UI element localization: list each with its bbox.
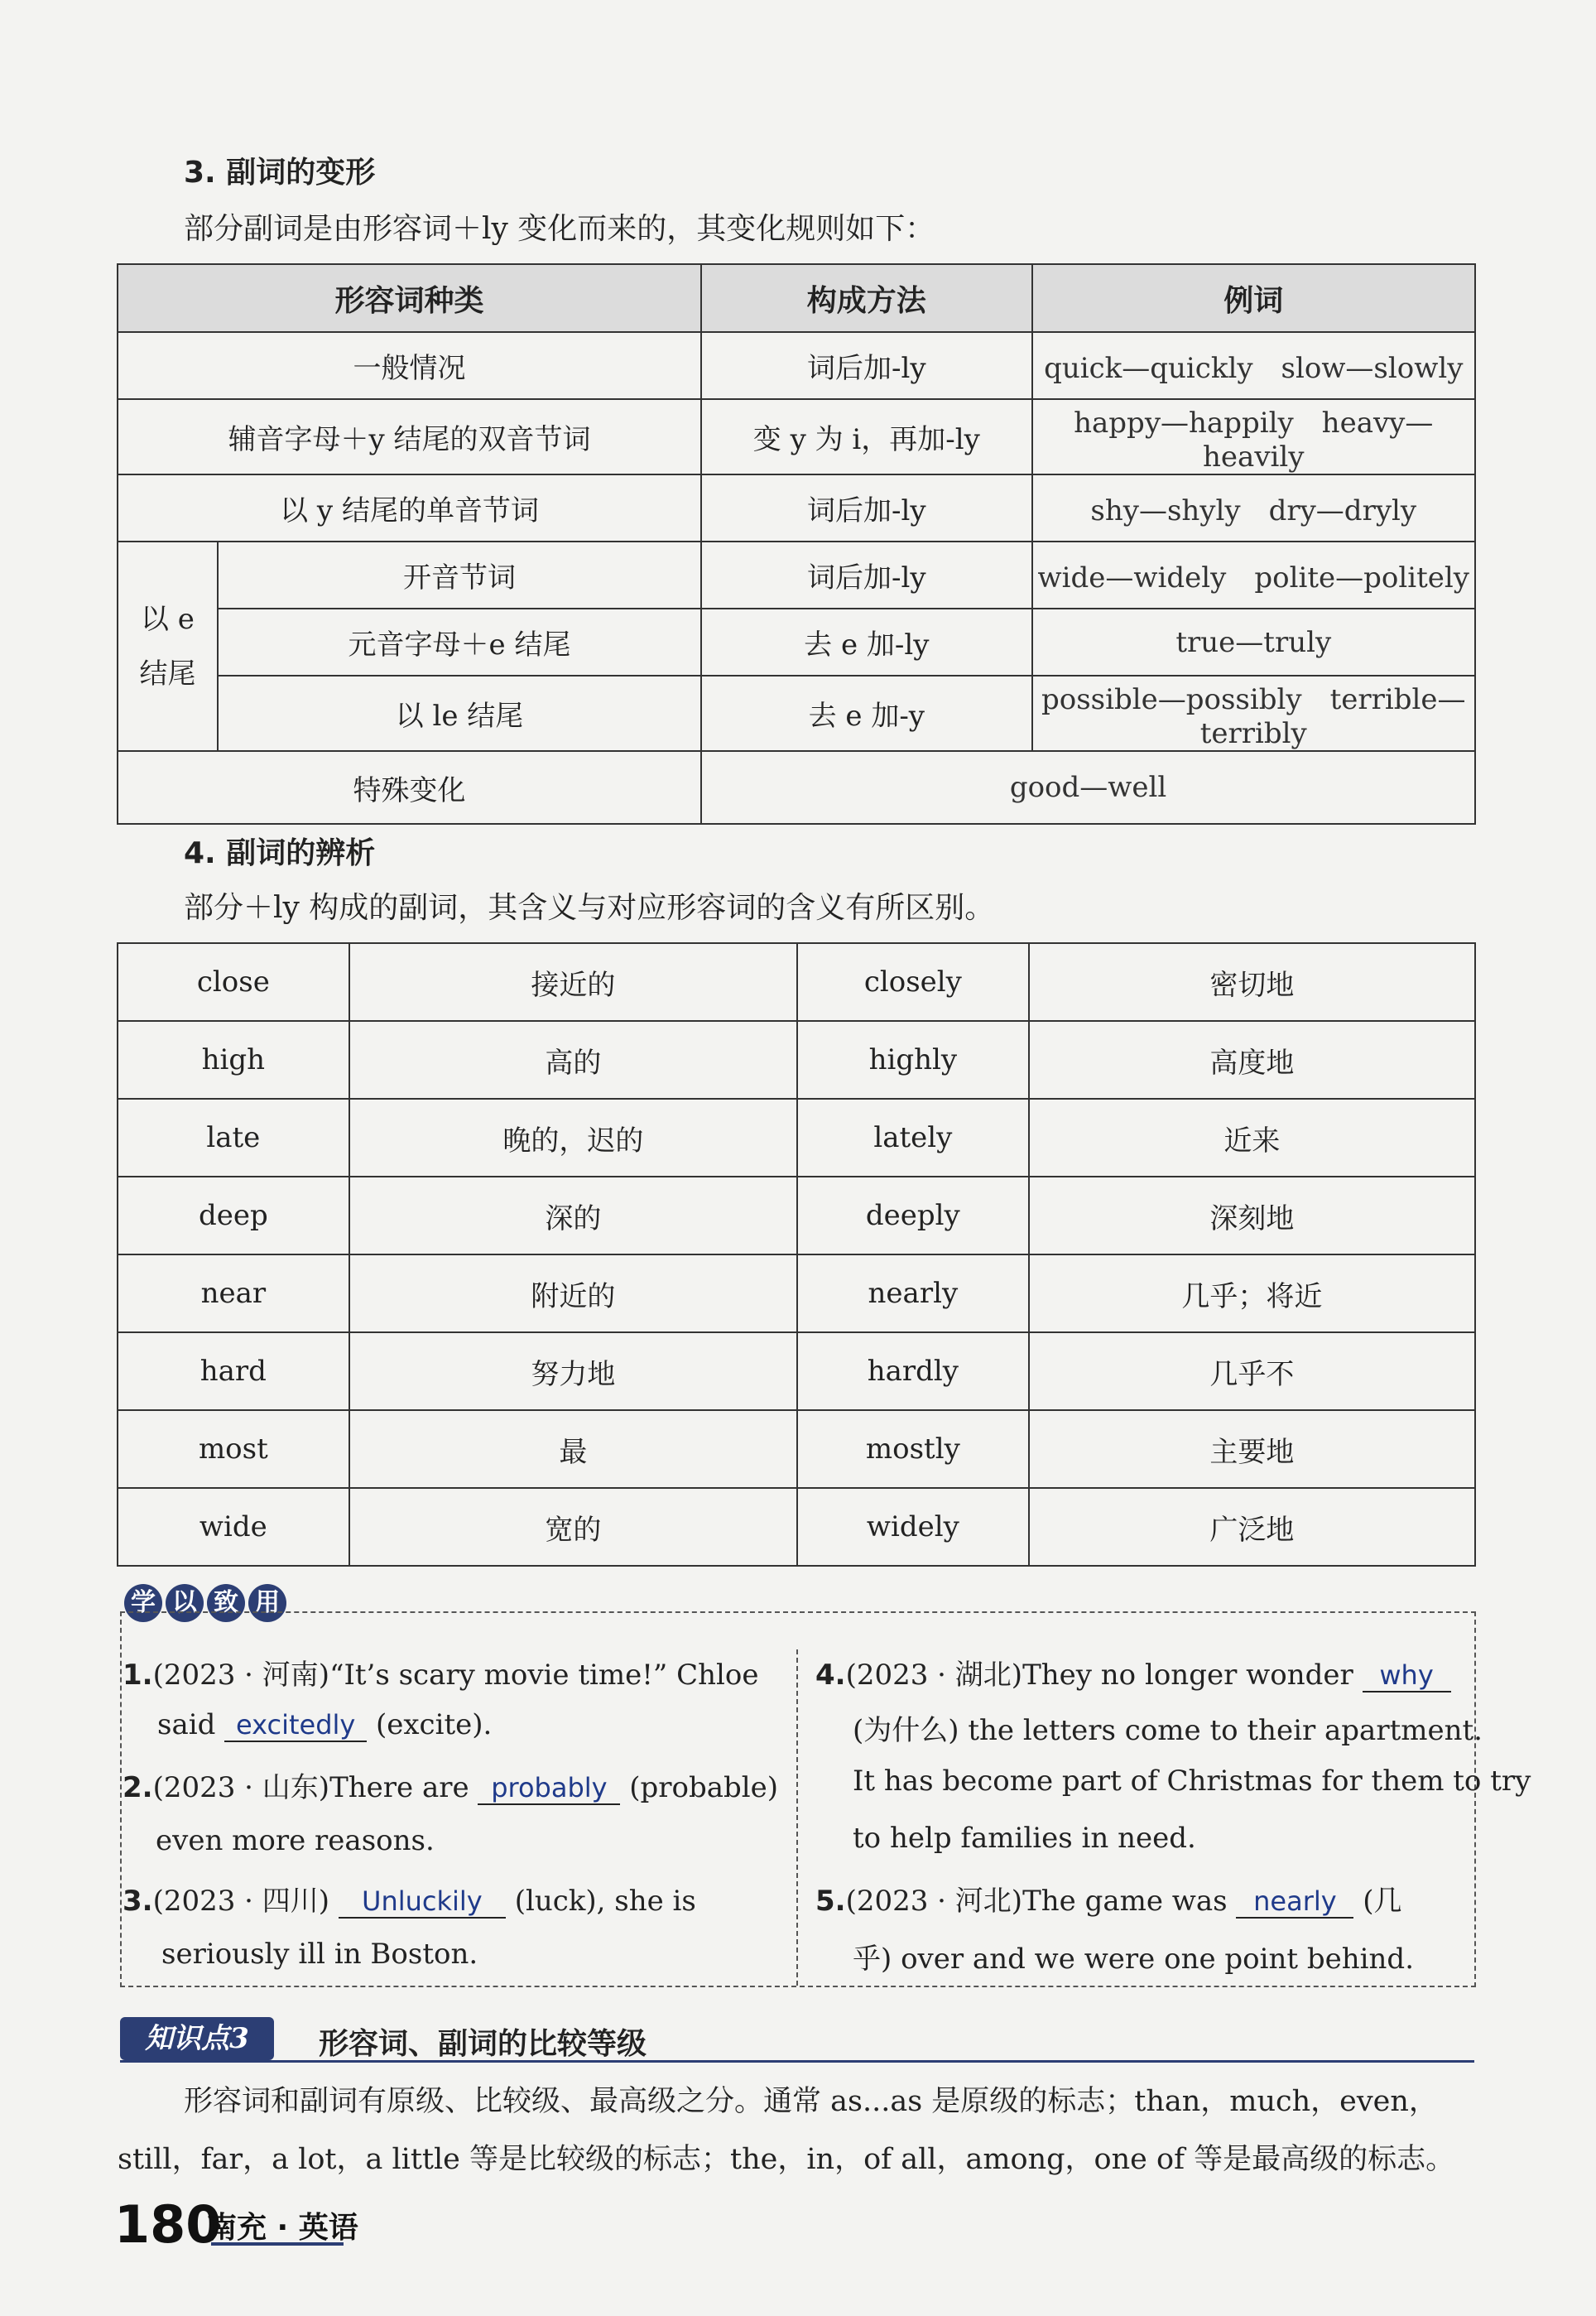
- adv-cn-cell: 深刻地: [1029, 1177, 1475, 1254]
- table-row: [118, 399, 1475, 474]
- question-3-line2: seriously ill in Boston.: [161, 1938, 478, 1971]
- question-5: 5.(2023 · 河北)The game was nearly (几: [815, 1885, 1402, 1918]
- kind-cell: 元音字母＋e 结尾: [218, 609, 701, 676]
- adj-cell: hard: [118, 1332, 349, 1410]
- table-row: [118, 1488, 1475, 1566]
- adj-cell: late: [118, 1099, 349, 1177]
- badge-char: 用: [248, 1584, 286, 1622]
- method-cell: 去 e 加-ly: [701, 609, 1031, 676]
- table-row: [118, 1177, 1475, 1254]
- section3-intro: 部分副词是由形容词＋ly 变化而来的，其变化规则如下：: [184, 212, 935, 246]
- question-3: 3.(2023 · 四川) Unluckily (luck), she is: [123, 1885, 696, 1918]
- adv-cell: closely: [797, 943, 1029, 1021]
- practice-divider: [796, 1649, 798, 1986]
- question-5-line2: 乎) over and we were one point behind.: [853, 1943, 1415, 1976]
- adj-cell: high: [118, 1021, 349, 1099]
- adj-cn-cell: 晚的，迟的: [349, 1099, 797, 1177]
- answer-field[interactable]: probably: [478, 1772, 620, 1805]
- adv-cell: nearly: [797, 1254, 1029, 1332]
- adv-cell: highly: [797, 1021, 1029, 1099]
- knowledge-point-rule: [120, 2060, 1474, 2063]
- adj-cn-cell: 努力地: [349, 1332, 797, 1410]
- section4-intro: 部分＋ly 构成的副词，其含义与对应形容词的含义有所区别。: [184, 891, 995, 925]
- table-row: [118, 1254, 1475, 1332]
- question-4: 4.(2023 · 湖北)They no longer wonder why: [815, 1652, 1451, 1692]
- table-row: [118, 943, 1475, 1021]
- header-kind: 形容词种类: [118, 264, 701, 332]
- adv-cn-cell: 高度地: [1029, 1021, 1475, 1099]
- table-row: [118, 1332, 1475, 1410]
- answer-field[interactable]: why: [1363, 1659, 1451, 1692]
- question-4-line2: (为什么) the letters come to their apartment.: [853, 1714, 1483, 1747]
- table-row: [118, 332, 1475, 399]
- table-row: [118, 542, 1475, 609]
- adj-cn-cell: 宽的: [349, 1488, 797, 1566]
- adj-cell: near: [118, 1254, 349, 1332]
- question-2: 2.(2023 · 山东)There are probably (probable): [123, 1771, 779, 1804]
- question-2-line2: even more reasons.: [156, 1824, 435, 1857]
- question-4-line3: It has become part of Christmas for them to try: [853, 1765, 1531, 1798]
- examples-cell: true—truly: [1032, 609, 1475, 676]
- table-row: [118, 1099, 1475, 1177]
- adj-cell: deep: [118, 1177, 349, 1254]
- examples-cell: happy—happily heavy—heavily: [1032, 399, 1475, 474]
- kind-cell: 以 y 结尾的单音节词: [118, 474, 701, 542]
- answer-field[interactable]: Unluckily: [339, 1885, 506, 1919]
- table-row: [118, 751, 1475, 824]
- adv-cell: lately: [797, 1099, 1029, 1177]
- table-row: [118, 609, 1475, 676]
- adv-cell: mostly: [797, 1410, 1029, 1488]
- table-row: [118, 1021, 1475, 1099]
- knowledge-line-1: 形容词和副词有原级、比较级、最高级之分。通常 as...as 是原级的标志；than，much，even，: [184, 2085, 1438, 2118]
- adv-cell: hardly: [797, 1332, 1029, 1410]
- kind-cell: 辅音字母＋y 结尾的双音节词: [118, 399, 701, 474]
- group-label-cell: 以 e 结尾: [118, 542, 218, 751]
- examples-cell: possible—possibly terrible—terribly: [1032, 676, 1475, 751]
- kind-cell: 特殊变化: [118, 751, 701, 824]
- adv-cn-cell: 近来: [1029, 1099, 1475, 1177]
- table-row: [118, 676, 1475, 751]
- header-examples: 例词: [1032, 264, 1475, 332]
- kind-cell: 一般情况: [118, 332, 701, 399]
- section3-title: 3. 副词的变形: [184, 156, 376, 190]
- answer-field[interactable]: nearly: [1236, 1885, 1353, 1919]
- adj-cell: wide: [118, 1488, 349, 1566]
- method-cell: 词后加-ly: [701, 332, 1031, 399]
- footer-underline: [211, 2242, 344, 2246]
- examples-cell: good—well: [701, 751, 1475, 824]
- method-cell: 去 e 加-y: [701, 676, 1031, 751]
- badge-char: 学: [124, 1584, 162, 1622]
- question-4-line4: to help families in need.: [853, 1822, 1196, 1855]
- adj-cn-cell: 最: [349, 1410, 797, 1488]
- badge-char: 以: [166, 1584, 204, 1622]
- method-cell: 词后加-ly: [701, 474, 1031, 542]
- examples-cell: quick—quickly slow—slowly: [1032, 332, 1475, 399]
- adverb-formation-table: [117, 263, 1476, 825]
- method-cell: 变 y 为 i，再加-ly: [701, 399, 1031, 474]
- page-number: 180: [114, 2194, 222, 2255]
- adj-cn-cell: 高的: [349, 1021, 797, 1099]
- adj-cell: most: [118, 1410, 349, 1488]
- knowledge-line-2: still，far，a lot，a little 等是比较级的标志；the，in，of all，among，one of 等是最高级的标志。: [118, 2143, 1455, 2176]
- header-method: 构成方法: [701, 264, 1031, 332]
- table-row: [118, 1410, 1475, 1488]
- answer-field[interactable]: excitedly: [224, 1709, 367, 1742]
- adv-cn-cell: 广泛地: [1029, 1488, 1475, 1566]
- adv-cn-cell: 几乎不: [1029, 1332, 1475, 1410]
- adv-cn-cell: 几乎；将近: [1029, 1254, 1475, 1332]
- question-1-line2: said excitedly (excite).: [157, 1708, 493, 1741]
- examples-cell: shy—shyly dry—dryly: [1032, 474, 1475, 542]
- adj-cell: close: [118, 943, 349, 1021]
- adverb-comparison-table: [117, 942, 1476, 1567]
- adj-cn-cell: 接近的: [349, 943, 797, 1021]
- adv-cn-cell: 主要地: [1029, 1410, 1475, 1488]
- question-1: 1.(2023 · 河南)“It’s scary movie time!” Chloe: [123, 1659, 759, 1692]
- examples-cell: wide—widely polite—politely: [1032, 542, 1475, 609]
- kind-cell: 开音节词: [218, 542, 701, 609]
- kind-cell: 以 le 结尾: [218, 676, 701, 751]
- section4-title: 4. 副词的辨析: [184, 836, 376, 870]
- footer-title: 南充 · 英语: [207, 2211, 358, 2245]
- adj-cn-cell: 附近的: [349, 1254, 797, 1332]
- badge-char: 致: [207, 1584, 245, 1622]
- adv-cell: widely: [797, 1488, 1029, 1566]
- knowledge-point-tag: 知识点3: [120, 2017, 274, 2060]
- method-cell: 词后加-ly: [701, 542, 1031, 609]
- adv-cn-cell: 密切地: [1029, 943, 1475, 1021]
- knowledge-point-title: 形容词、副词的比较等级: [319, 2027, 647, 2061]
- adj-cn-cell: 深的: [349, 1177, 797, 1254]
- table-row: [118, 474, 1475, 542]
- adv-cell: deeply: [797, 1177, 1029, 1254]
